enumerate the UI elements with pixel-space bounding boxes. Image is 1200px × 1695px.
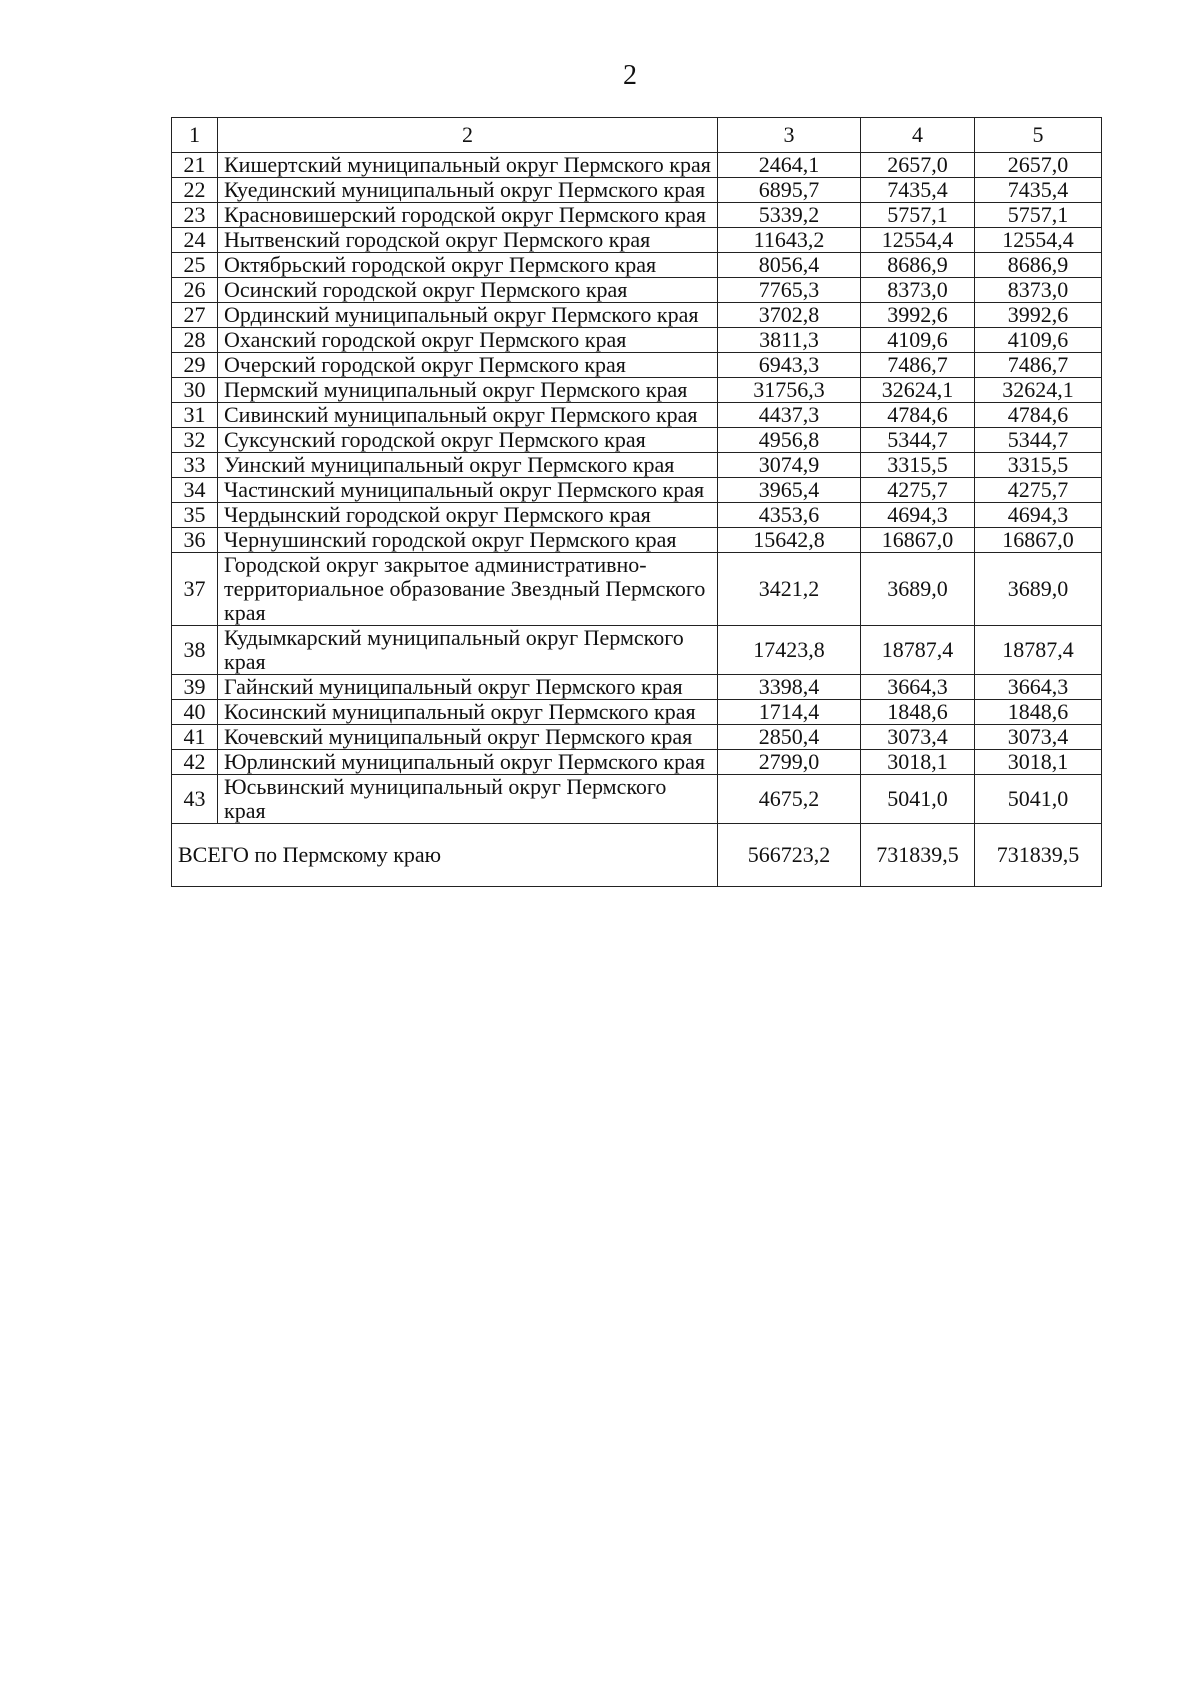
value-col-3: 3421,2 (718, 553, 861, 626)
row-number: 40 (172, 700, 218, 725)
municipality-name: Городской округ закрытое административно-территориальное образование Звездный Пермского края (218, 553, 718, 626)
header-col-1: 1 (172, 118, 218, 153)
value-col-3: 1714,4 (718, 700, 861, 725)
value-col-3: 3702,8 (718, 303, 861, 328)
row-number: 22 (172, 178, 218, 203)
municipality-name: Гайнский муниципальный округ Пермского края (218, 675, 718, 700)
row-number: 31 (172, 403, 218, 428)
municipality-name: Осинский городской округ Пермского края (218, 278, 718, 303)
value-col-4: 4694,3 (861, 503, 975, 528)
row-number: 34 (172, 478, 218, 503)
header-col-5: 5 (975, 118, 1102, 153)
municipality-name: Уинский муниципальный округ Пермского края (218, 453, 718, 478)
municipality-name: Кишертский муниципальный округ Пермского края (218, 153, 718, 178)
table-row (172, 725, 1102, 750)
table-row (172, 328, 1102, 353)
value-col-5: 2657,0 (975, 153, 1102, 178)
row-number: 41 (172, 725, 218, 750)
value-col-4: 8373,0 (861, 278, 975, 303)
value-col-4: 7486,7 (861, 353, 975, 378)
municipality-name: Октябрьский городской округ Пермского края (218, 253, 718, 278)
table-row (172, 775, 1102, 824)
row-number: 42 (172, 750, 218, 775)
header-col-2: 2 (218, 118, 718, 153)
municipality-name: Оханский городской округ Пермского края (218, 328, 718, 353)
municipality-name: Кочевский муниципальный округ Пермского края (218, 725, 718, 750)
value-col-4: 18787,4 (861, 626, 975, 675)
value-col-3: 7765,3 (718, 278, 861, 303)
value-col-3: 5339,2 (718, 203, 861, 228)
table-row (172, 378, 1102, 403)
value-col-3: 15642,8 (718, 528, 861, 553)
value-col-4: 4109,6 (861, 328, 975, 353)
table-row (172, 278, 1102, 303)
municipality-name: Очерский городской округ Пермского края (218, 353, 718, 378)
table-row (172, 403, 1102, 428)
value-col-5: 3689,0 (975, 553, 1102, 626)
value-col-4: 12554,4 (861, 228, 975, 253)
row-number: 21 (172, 153, 218, 178)
value-col-4: 7435,4 (861, 178, 975, 203)
municipality-name: Чердынский городской округ Пермского края (218, 503, 718, 528)
value-col-5: 4275,7 (975, 478, 1102, 503)
value-col-5: 3664,3 (975, 675, 1102, 700)
value-col-4: 5344,7 (861, 428, 975, 453)
value-col-4: 32624,1 (861, 378, 975, 403)
value-col-4: 3689,0 (861, 553, 975, 626)
value-col-3: 3398,4 (718, 675, 861, 700)
value-col-5: 4109,6 (975, 328, 1102, 353)
value-col-5: 3992,6 (975, 303, 1102, 328)
value-col-4: 3664,3 (861, 675, 975, 700)
value-col-3: 3811,3 (718, 328, 861, 353)
value-col-5: 8373,0 (975, 278, 1102, 303)
value-col-5: 7486,7 (975, 353, 1102, 378)
value-col-5: 4694,3 (975, 503, 1102, 528)
value-col-5: 3018,1 (975, 750, 1102, 775)
value-col-5: 8686,9 (975, 253, 1102, 278)
value-col-5: 3315,5 (975, 453, 1102, 478)
table-row (172, 153, 1102, 178)
value-col-4: 5757,1 (861, 203, 975, 228)
row-number: 39 (172, 675, 218, 700)
table-row (172, 528, 1102, 553)
table-row (172, 750, 1102, 775)
municipality-name: Частинский муниципальный округ Пермского края (218, 478, 718, 503)
municipality-name: Суксунский городской округ Пермского края (218, 428, 718, 453)
value-col-4: 2657,0 (861, 153, 975, 178)
row-number: 25 (172, 253, 218, 278)
row-number: 35 (172, 503, 218, 528)
value-col-3: 4437,3 (718, 403, 861, 428)
header-row (172, 118, 1102, 153)
value-col-5: 5041,0 (975, 775, 1102, 824)
row-number: 23 (172, 203, 218, 228)
row-number: 26 (172, 278, 218, 303)
table-row (172, 626, 1102, 675)
table-row (172, 353, 1102, 378)
municipality-name: Нытвенский городской округ Пермского края (218, 228, 718, 253)
table-row (172, 228, 1102, 253)
municipality-name: Ординский муниципальный округ Пермского края (218, 303, 718, 328)
value-col-5: 18787,4 (975, 626, 1102, 675)
value-col-3: 31756,3 (718, 378, 861, 403)
value-col-3: 2799,0 (718, 750, 861, 775)
table-row (172, 203, 1102, 228)
municipality-name: Пермский муниципальный округ Пермского края (218, 378, 718, 403)
municipality-name: Сивинский муниципальный округ Пермского края (218, 403, 718, 428)
value-col-4: 4275,7 (861, 478, 975, 503)
municipality-name: Чернушинский городской округ Пермского края (218, 528, 718, 553)
value-col-4: 3073,4 (861, 725, 975, 750)
row-number: 29 (172, 353, 218, 378)
table-row (172, 253, 1102, 278)
row-number: 43 (172, 775, 218, 824)
municipality-name: Юрлинский муниципальный округ Пермского края (218, 750, 718, 775)
municipality-name: Куединский муниципальный округ Пермского края (218, 178, 718, 203)
value-col-4: 16867,0 (861, 528, 975, 553)
value-col-3: 3074,9 (718, 453, 861, 478)
total-col-3: 566723,2 (718, 824, 861, 887)
row-number: 32 (172, 428, 218, 453)
header-col-3: 3 (718, 118, 861, 153)
row-number: 36 (172, 528, 218, 553)
value-col-4: 3018,1 (861, 750, 975, 775)
table-row (172, 178, 1102, 203)
value-col-3: 8056,4 (718, 253, 861, 278)
value-col-5: 4784,6 (975, 403, 1102, 428)
row-number: 38 (172, 626, 218, 675)
value-col-3: 6895,7 (718, 178, 861, 203)
table-row (172, 700, 1102, 725)
value-col-4: 3315,5 (861, 453, 975, 478)
row-number: 24 (172, 228, 218, 253)
municipality-name: Кудымкарский муниципальный округ Пермского края (218, 626, 718, 675)
total-col-4: 731839,5 (861, 824, 975, 887)
value-col-5: 32624,1 (975, 378, 1102, 403)
value-col-5: 7435,4 (975, 178, 1102, 203)
total-row (172, 824, 1102, 887)
table-row (172, 428, 1102, 453)
value-col-4: 8686,9 (861, 253, 975, 278)
page-number: 2 (623, 60, 637, 91)
value-col-3: 11643,2 (718, 228, 861, 253)
table-row (172, 503, 1102, 528)
value-col-3: 2464,1 (718, 153, 861, 178)
value-col-3: 17423,8 (718, 626, 861, 675)
value-col-3: 2850,4 (718, 725, 861, 750)
value-col-4: 5041,0 (861, 775, 975, 824)
table-row (172, 478, 1102, 503)
table-row (172, 675, 1102, 700)
total-col-5: 731839,5 (975, 824, 1102, 887)
municipality-name: Красновишерский городской округ Пермского края (218, 203, 718, 228)
value-col-3: 4353,6 (718, 503, 861, 528)
value-col-5: 3073,4 (975, 725, 1102, 750)
value-col-5: 5757,1 (975, 203, 1102, 228)
value-col-3: 6943,3 (718, 353, 861, 378)
value-col-5: 16867,0 (975, 528, 1102, 553)
value-col-5: 1848,6 (975, 700, 1102, 725)
table-row (172, 303, 1102, 328)
row-number: 33 (172, 453, 218, 478)
value-col-4: 4784,6 (861, 403, 975, 428)
value-col-3: 4956,8 (718, 428, 861, 453)
value-col-3: 4675,2 (718, 775, 861, 824)
table-row (172, 453, 1102, 478)
municipality-name: Косинский муниципальный округ Пермского края (218, 700, 718, 725)
value-col-4: 3992,6 (861, 303, 975, 328)
row-number: 30 (172, 378, 218, 403)
value-col-4: 1848,6 (861, 700, 975, 725)
row-number: 27 (172, 303, 218, 328)
row-number: 28 (172, 328, 218, 353)
total-label: ВСЕГО по Пермскому краю (172, 824, 718, 887)
value-col-5: 12554,4 (975, 228, 1102, 253)
row-number: 37 (172, 553, 218, 626)
table-body (172, 153, 1102, 824)
value-col-5: 5344,7 (975, 428, 1102, 453)
header-col-4: 4 (861, 118, 975, 153)
value-col-3: 3965,4 (718, 478, 861, 503)
budget-table (171, 117, 1102, 887)
table-row (172, 553, 1102, 626)
municipality-name: Юсьвинский муниципальный округ Пермского края (218, 775, 718, 824)
